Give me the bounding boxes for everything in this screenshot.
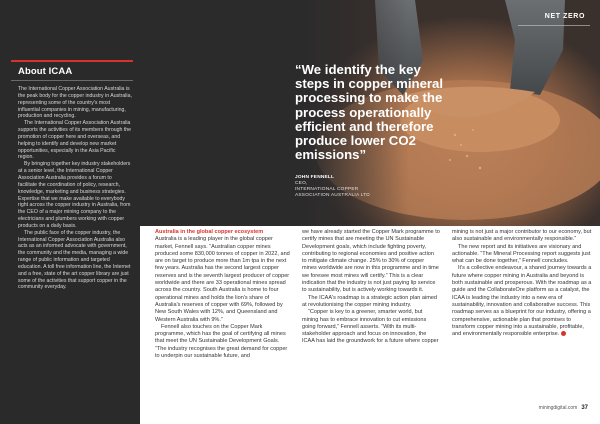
article-paragraph: “Copper is key to a greener, smarter world, but mining has to embrace innovation to cut emissions going forward,” Fennell asserts. “With its multi-stakeholder approach and focus on innovation, the ICAA has laid the groundwork for a future where copper [302,309,439,345]
article-subhead: Australia in the global copper ecosystem [155,229,264,235]
sidebar-paragraph: The International Copper Association Australia supports the activities of its members through the promotion of copper here and overseas, and helping to identify and develop new market opportunities, especially in the Asia Pacific region. [18,120,132,161]
page-number: 37 [581,405,588,411]
sidebar-paragraph: The International Copper Association Australia is the peak body for the copper industry in Australia, representing some of the country's most influential companies in mining, manufacturing, production and recycling. [18,86,132,120]
article-column-3 [452,229,592,338]
attribution-role: CEO, [295,181,308,186]
pull-quote: “We identify the key steps in copper mineral processing to make the process operationally efficient and therefore produce lower CO2 emissions” [295,62,444,163]
article-paragraph: The ICAA's roadmap is a strategic action plan aimed at revolutionising the copper mining industry. [302,294,438,308]
article-paragraph: we have already started the Copper Mark programme to certify mines that are meeting the UN Sustainable Development goals, which include fighting poverty, contributing to regional economies and positive action to mitigate climate change. 25% to 30% of copper mines worldwide are now in this programme and in time we foresee most mines will certify.” This is a clear indication that the industry is not just paying lip service to sustainability, but is actively working towards it. [302,229,440,294]
page-footer [539,405,588,411]
hero-section [140,0,600,226]
article-column-1 [155,229,290,360]
section-label: NET ZERO [544,13,585,20]
article-column-2 [302,229,440,346]
sidebar-body [18,86,132,291]
quote-attribution [295,175,370,199]
article-paragraph: Australia is a leading player in the global copper market, Fennell says. “Australian copper mines produced some 830,000 tonnes of copper in 2022, and are on target to produce more than 1m tpa in the next few years. Australia has the second largest copper reserves and is the seventh largest producer of copper worldwide and there are 33 operational mines spread across the country. South Australia is home to four operational mines and holds the lion's share of Australia's reserves of copper with 69%, followed by New South Wales with 12%, and Queensland and Western Australia with 9%.” [155,236,290,323]
sidebar-title: About ICAA [18,66,73,77]
attribution-name: JOHN FENNELL [295,175,335,180]
article-paragraph: mining is not just a major contributor to our economy, but also sustainable and environmentally responsible.” [452,229,592,243]
article-paragraph-text: It's a collective endeavour, a shared journey towards a future where copper mining in Australia and beyond is both sustainable and prosperous. With the roadmap as a guide and the CollaborateOre platform as a catalyst, the ICAA is leading the industry into a new era of sustainability, innovation and collaborative success. This roadmap serves as a blueprint for our industry, offering a comprehensive, actionable plan that promises to transform copper mining into a sustainable, profitable, and environmentally responsible enterprise. [452,265,592,338]
attribution-role: INTERNATIONAL COPPER [295,187,359,192]
sidebar-about-icaa [0,0,140,424]
section-label-rule [518,25,590,26]
sidebar-paragraph: The public face of the copper industry, the International Copper Association Australia also acts as an informed advocate with government, the community and the media, managing a wide range of public information and targeted education. A toll free information line, the Internet and a free, state of the art copper library are just some of the activities that support copper in the community everyday. [18,229,131,291]
article-paragraph: Fennell also touches on the Copper Mark programme, which has the goal of certifying all mines that meet the UN Sustainable Development Goals. “The industry recognises the great demand for copper to underpin our sustainable future, and [155,323,288,360]
sidebar-top-rule [11,60,133,62]
attribution-role: ASSOCIATION AUSTRALIA LTD [295,193,370,198]
sidebar-paragraph: By bringing together key industry stakeholders at a senior level, the International Copper Association Australia provides a forum to facilitate the coordination of policy, research, knowledge, marketing and business strategies. Expertise that we make available to everybody right across the copper industry in Australia, from the CEO of a major mining company to the electricians and plumbers working with copper products on a daily basis. [18,161,131,229]
footer-site: miningdigital.com [538,405,578,411]
article-paragraph: The new report and its initiatives are visionary and actionable. “The Mineral Processing report suggests just what can be done together,” Fennell concludes. [452,243,591,265]
sidebar-title-rule [11,80,133,81]
end-of-article-icon [561,331,566,336]
article-paragraph [452,265,592,338]
